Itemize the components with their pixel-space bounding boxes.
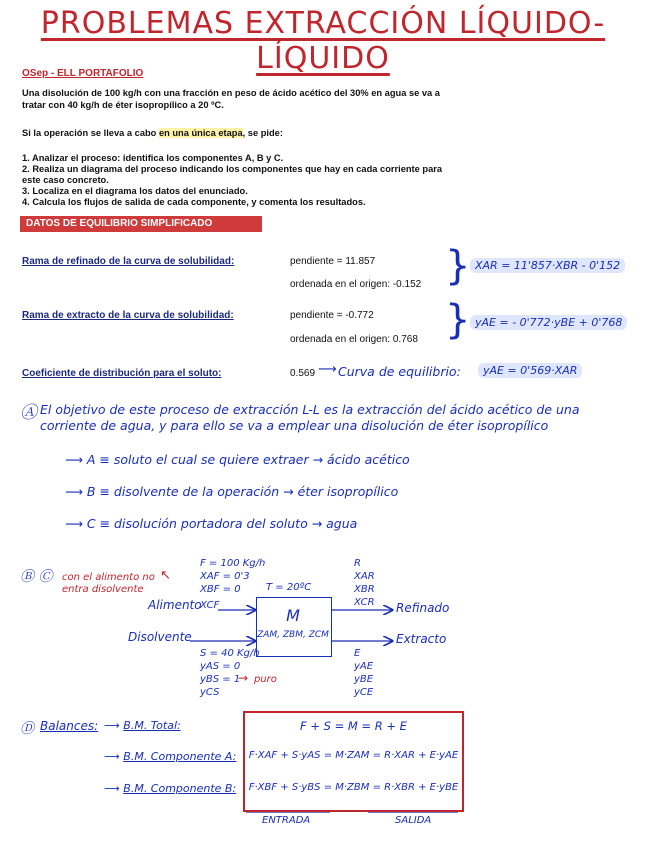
refinado-intercept: ordenada en el origen: -0.152 <box>290 279 422 290</box>
extracto-intercept: ordenada en el origen: 0.768 <box>290 334 418 345</box>
task-2-cont: este caso concreto. <box>22 175 109 185</box>
condition-highlight: en una única etapa <box>158 128 243 138</box>
task-4: 4. Calcula los flujos de salida de cada componente, y comenta los resultados. <box>22 197 366 207</box>
bm-total-text: B.M. Total: <box>123 719 181 732</box>
mixer-z: ZAM, ZBM, ZCM <box>257 630 329 640</box>
extracto-label: Rama de extracto de la curva de solubilidad: <box>22 310 234 321</box>
item-b-text: B ≡ disolvente de la operación → éter isopropílico <box>86 484 399 499</box>
condition-pre: Si la operación se lleva a cabo <box>22 128 159 138</box>
refinado-equation: XAR = 11'857·XBR - 0'152 <box>470 258 625 273</box>
extracto-brace: } <box>445 297 471 343</box>
balance-b-eq: F·XBF + S·yBS = M·ZBM = R·XBR + E·yBE <box>248 782 459 793</box>
solvent-ybs: yBS = 1 <box>200 674 241 685</box>
salida-label: SALIDA <box>395 815 432 826</box>
condition-post: , se pide: <box>242 128 283 138</box>
puro-label: puro <box>254 674 277 685</box>
arrow-icon: ⟶ <box>104 719 124 732</box>
arrow-icon: ⟶ <box>104 750 124 763</box>
bm-b-text: B.M. Componente B: <box>123 782 237 795</box>
coef-arrow: ⟶ <box>318 362 337 377</box>
feed-note-1: con el alimento no <box>62 572 155 583</box>
refinado-brace: } <box>445 243 471 289</box>
task-2: 2. Realiza un diagrama del proceso indicando los componentes que hay en cada corriente para <box>22 164 443 174</box>
page-title: PROBLEMAS EXTRACCIÓN LÍQUIDO-LÍQUIDO <box>40 6 606 76</box>
e-yae: yAE <box>354 661 374 672</box>
mixer-label: M <box>286 606 300 625</box>
feed-label: Alimento <box>148 598 202 612</box>
bm-a-label <box>104 750 236 763</box>
balances-heading: Balances: <box>40 719 99 733</box>
r-xbr: XBR <box>354 584 375 595</box>
temperature: T = 20ºC <box>266 582 312 593</box>
balance-a-eq: F·XAF + S·yAS = M·ZAM = R·XAR + E·yAE <box>248 750 459 761</box>
task-1: 1. Analizar el proceso: identifica los componentes A, B y C. <box>22 153 284 163</box>
part-bc-marker: Ⓑ Ⓒ <box>20 569 53 585</box>
coef-equation: yAE = 0'569·XAR <box>478 363 582 378</box>
e-yce: yCE <box>354 687 374 698</box>
bm-b-label <box>104 782 236 795</box>
feed-xcf: XCF <box>200 600 220 611</box>
part-a-line-1: El objetivo de este proceso de extracción L-L es la extracción del ácido acético de una <box>40 402 580 417</box>
extracto-equation: yAE = - 0'772·yBE + 0'768 <box>470 315 627 330</box>
part-a-line-2: corriente de agua, y para ello se va a emplear una disolución de éter isopropílico <box>40 418 549 433</box>
refinado-slope: pendiente = 11.857 <box>290 256 376 267</box>
e-ybe: yBE <box>354 674 374 685</box>
bm-a-text: B.M. Componente A: <box>123 750 237 763</box>
coef-value: 0.569 <box>290 368 316 379</box>
balance-total-eq: F + S = M = R + E <box>300 719 407 733</box>
source-label: OSep - ELL PORTAFOLIO <box>22 68 144 79</box>
arrow-icon: ⟶ <box>65 516 87 531</box>
item-c-text: C ≡ disolución portadora del soluto → agua <box>86 516 358 531</box>
extracto-out-label: Extracto <box>396 632 447 646</box>
puro-arrow-icon: → <box>238 671 249 685</box>
solvent-yas: yAS = 0 <box>200 661 241 672</box>
solvent-flow: S = 40 Kg/h <box>200 648 260 659</box>
bm-total-label <box>104 719 181 732</box>
note-arrow-icon: ↖ <box>160 568 171 583</box>
refinado-out-label: Refinado <box>396 601 450 615</box>
feed-xaf: XAF = 0'3 <box>200 571 250 582</box>
solvent-label: Disolvente <box>128 630 192 644</box>
statement-intro-2: tratar con 40 kg/h de éter isopropílico a 20 ºC. <box>22 100 224 110</box>
part-d-marker: Ⓓ <box>20 721 34 737</box>
coef-note: Curva de equilibrio: <box>338 364 461 379</box>
e-label: E <box>354 648 361 659</box>
part-a-marker: Ⓐ <box>20 403 37 423</box>
arrow-icon: ⟶ <box>65 452 87 467</box>
extracto-slope: pendiente = -0.772 <box>290 310 374 321</box>
item-a-text: A ≡ soluto el cual se quiere extraer → ácido acético <box>86 452 410 467</box>
statement-intro-1: Una disolución de 100 kg/h con una fracción en peso de ácido acético del 30% en agua se va a <box>22 88 440 98</box>
feed-xbf: XBF = 0 <box>200 584 241 595</box>
entrada-label: ENTRADA <box>262 815 311 826</box>
refinado-label: Rama de refinado de la curva de solubilidad: <box>22 256 235 267</box>
equilibrium-banner: DATOS DE EQUILIBRIO SIMPLIFICADO <box>20 216 262 232</box>
solvent-ycs: yCS <box>200 687 220 698</box>
feed-flow: F = 100 Kg/h <box>200 558 266 569</box>
r-label: R <box>354 558 361 569</box>
arrow-icon: ⟶ <box>65 484 87 499</box>
arrow-icon: ⟶ <box>104 782 124 795</box>
r-xcr: XCR <box>354 597 375 608</box>
coef-label: Coeficiente de distribución para el soluto: <box>22 368 222 379</box>
task-3: 3. Localiza en el diagrama los datos del enunciado. <box>22 186 248 196</box>
feed-note-2: entra disolvente <box>62 584 144 595</box>
r-xar: XAR <box>354 571 375 582</box>
